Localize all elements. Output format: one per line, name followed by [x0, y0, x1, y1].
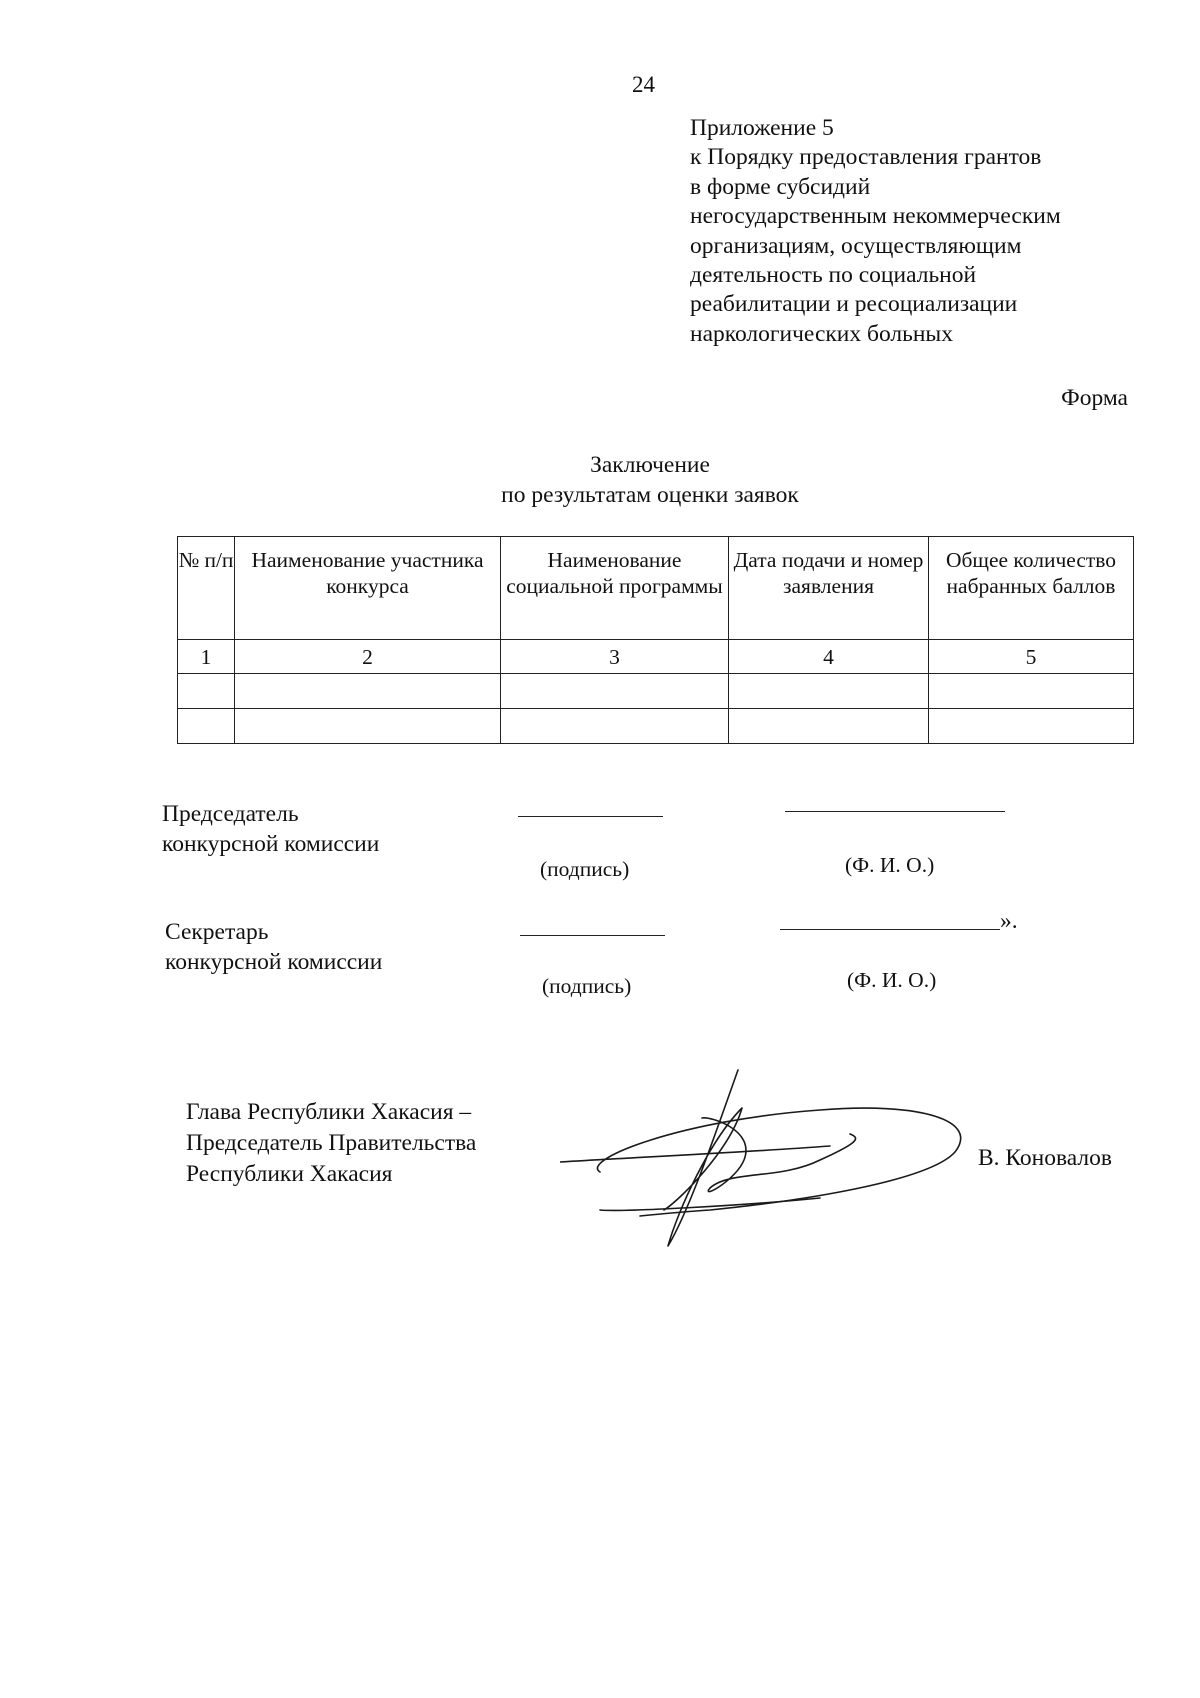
head-title-line: Республики Хакасия: [186, 1161, 393, 1187]
chairman-signature-line: [518, 816, 663, 817]
table-row: [178, 674, 1134, 709]
head-title: [186, 1097, 476, 1190]
chairman-name-line: [785, 811, 1005, 812]
chairman-sign-caption: (подпись): [540, 857, 630, 881]
appendix-line: негосударственным некоммерческим: [690, 203, 1061, 230]
form-label: Форма: [1061, 385, 1128, 411]
appendix-line: к Порядку предоставления грантов: [690, 144, 1042, 171]
table-cell: [729, 674, 929, 709]
signature-stroke: [560, 1146, 830, 1162]
appendix-line: организациям, осуществляющим: [690, 232, 1022, 259]
appendix-line: деятельность по социальной: [690, 262, 977, 289]
table-header-cell: Наименование участника конкурса: [235, 537, 501, 640]
secretary-name-caption: (Ф. И. О.): [847, 968, 937, 992]
title-line: по результатам оценки заявок: [501, 482, 799, 508]
secretary-sign-caption: (подпись): [542, 974, 632, 998]
table-cell: 3: [501, 640, 729, 674]
table-cell: [929, 709, 1134, 744]
table-header-row: [178, 537, 1134, 640]
title-line: Заключение: [590, 452, 710, 478]
signature-stroke: [664, 1070, 742, 1246]
appendix-line: в форме субсидий: [690, 173, 871, 200]
table-cell: [235, 709, 501, 744]
chairman-name-caption: (Ф. И. О.): [845, 853, 935, 877]
table-cell: [501, 674, 729, 709]
table-cell: [729, 709, 929, 744]
closing-quote: ».: [1000, 908, 1018, 934]
document-title: [300, 450, 1000, 510]
table-cell: [178, 709, 235, 744]
head-name: В. Коновалов: [978, 1145, 1113, 1171]
table-header-cell: № п/п: [178, 537, 235, 640]
table-cell: [929, 674, 1134, 709]
chairman-label: [162, 800, 379, 859]
chairman-line2: конкурсной комиссии: [162, 830, 380, 857]
handwritten-signature: [560, 1060, 1000, 1260]
appendix-line: Приложение 5: [690, 115, 834, 141]
signature-stroke: [600, 1198, 820, 1210]
table-cell: 4: [729, 640, 929, 674]
appendix-line: реабилитации и ресоциализации: [690, 291, 1018, 318]
secretary-line2: конкурсной комиссии: [165, 948, 383, 975]
appendix-line: наркологических больных: [690, 320, 953, 347]
head-title-line: Председатель Правительства: [186, 1130, 477, 1156]
table-header-cell: Дата подачи и номер заявления: [729, 537, 929, 640]
table-cell: 5: [929, 640, 1134, 674]
table-cell: [178, 674, 235, 709]
table-cell: [501, 709, 729, 744]
secretary-signature-line: [520, 935, 665, 936]
signature-stroke: [597, 1108, 960, 1216]
table-cell: 1: [178, 640, 235, 674]
table-row: [178, 709, 1134, 744]
results-table: [177, 536, 1134, 744]
appendix-block: [690, 114, 1061, 349]
page-number: 24: [632, 72, 655, 97]
table-header-cell: Общее количество набранных баллов: [929, 537, 1134, 640]
secretary-label: [165, 918, 382, 977]
secretary-name-line: [780, 929, 1000, 930]
table-cell: [235, 674, 501, 709]
head-title-line: Глава Республики Хакасия –: [186, 1099, 472, 1125]
table-header-cell: Наименование социальной программы: [501, 537, 729, 640]
table-number-row: [178, 640, 1134, 674]
secretary-line1: Секретарь: [165, 919, 269, 945]
chairman-line1: Председатель: [162, 801, 299, 827]
table-cell: 2: [235, 640, 501, 674]
